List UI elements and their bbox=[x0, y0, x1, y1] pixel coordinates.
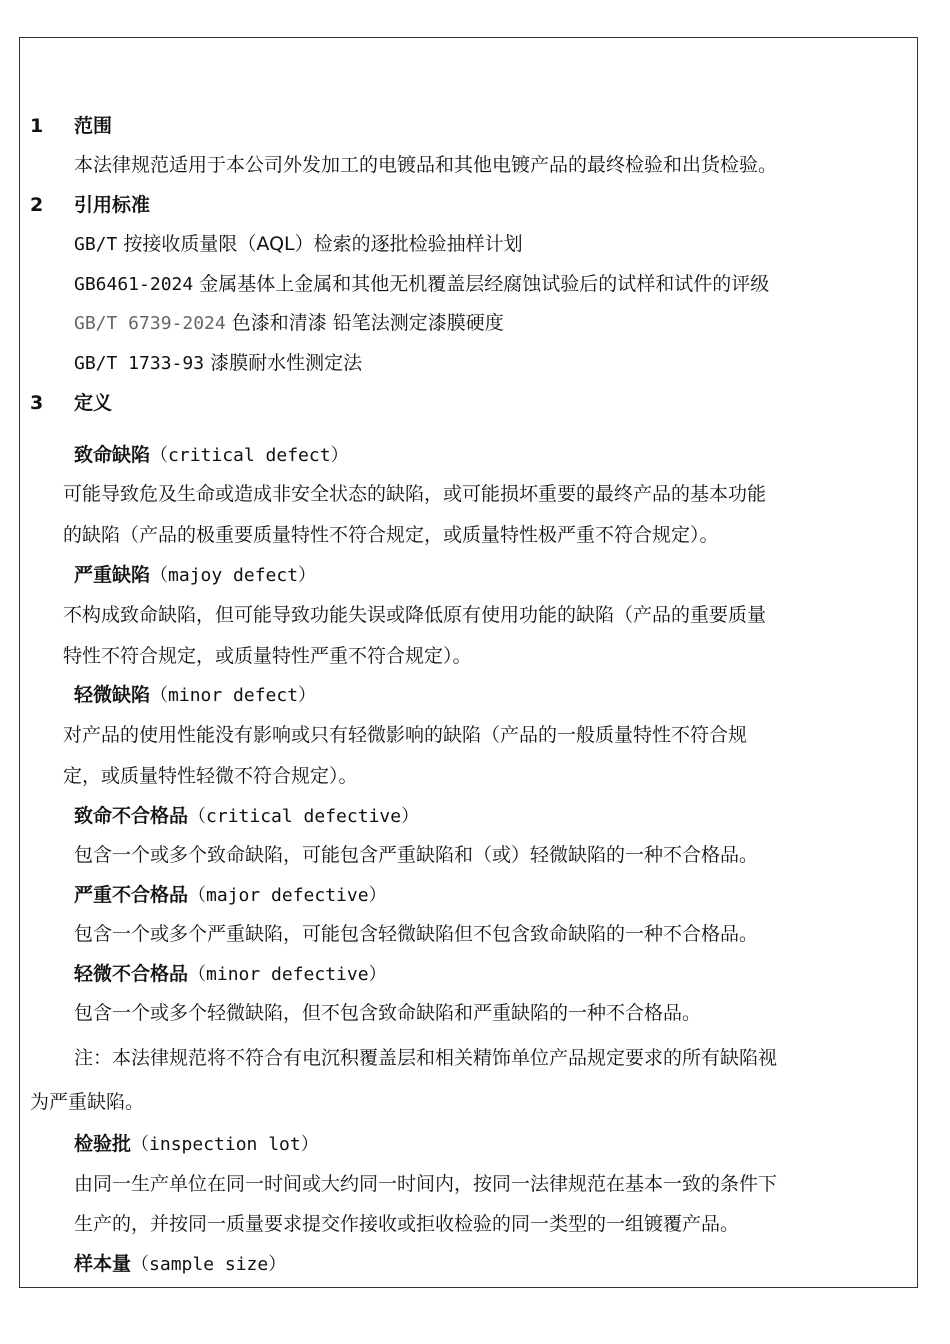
standard-title: 色漆和清漆 铅笔法测定漆膜硬度 bbox=[231, 312, 504, 334]
definition-term: 样本量 bbox=[74, 1253, 132, 1275]
definition-term-en: （major defective） bbox=[188, 885, 387, 906]
definition-term: 致命不合格品 bbox=[74, 805, 189, 827]
definition-heading bbox=[74, 563, 316, 588]
definition-term-en: （minor defective） bbox=[188, 964, 387, 985]
definition-term-en: （inspection lot） bbox=[131, 1134, 319, 1155]
definition-text: 生产的，并按同一质量要求提交作接收或拒收检验的同一类型的一组镀覆产品。 bbox=[74, 1213, 740, 1235]
definition-heading bbox=[74, 883, 387, 908]
definition-heading bbox=[74, 443, 349, 468]
standard-item bbox=[74, 351, 362, 376]
definition-text: 可能导致危及生命或造成非安全状态的缺陷，或可能损坏重要的最终产品的基本功能 bbox=[63, 483, 767, 505]
section-number: 2 bbox=[30, 194, 44, 216]
definition-text: 对产品的使用性能没有影响或只有轻微影响的缺陷（产品的一般质量特性不符合规 bbox=[63, 724, 748, 746]
definition-term-en: （critical defective） bbox=[188, 806, 420, 827]
standard-code: GB/T 6739-2024 bbox=[74, 313, 226, 334]
definition-text: 由同一生产单位在同一时间或大约同一时间内，按同一法律规范在基本一致的条件下 bbox=[74, 1173, 778, 1195]
section-number: 1 bbox=[30, 115, 44, 137]
definition-term: 轻微缺陷 bbox=[74, 684, 151, 706]
section-number: 3 bbox=[30, 392, 44, 414]
definition-heading bbox=[74, 804, 419, 829]
definition-heading bbox=[74, 1132, 319, 1157]
definition-term-en: （critical defect） bbox=[150, 445, 349, 466]
definition-text: 包含一个或多个轻微缺陷，但不包含致命缺陷和严重缺陷的一种不合格品。 bbox=[74, 1002, 702, 1024]
definition-text: 的缺陷（产品的极重要质量特性不符合规定，或质量特性极严重不符合规定）。 bbox=[63, 524, 719, 546]
definition-text: 定，或质量特性轻微不符合规定）。 bbox=[63, 765, 358, 787]
definition-text: 包含一个或多个致命缺陷，可能包含严重缺陷和（或）轻微缺陷的一种不合格品。 bbox=[74, 844, 759, 866]
definition-term: 致命缺陷 bbox=[74, 444, 151, 466]
definition-term: 严重缺陷 bbox=[74, 564, 151, 586]
definition-heading bbox=[74, 1252, 286, 1277]
definition-term: 严重不合格品 bbox=[74, 884, 189, 906]
scope-text: 本法律规范适用于本公司外发加工的电镀品和其他电镀产品的最终检验和出货检验。 bbox=[74, 154, 778, 176]
standard-item bbox=[74, 311, 504, 336]
section-title: 范围 bbox=[74, 115, 113, 137]
standard-code: GB/T 1733-93 bbox=[74, 353, 205, 374]
definition-term: 检验批 bbox=[74, 1133, 132, 1155]
standard-title: 金属基体上金属和其他无机覆盖层经腐蚀试验后的试样和试件的评级 bbox=[199, 273, 770, 295]
definition-heading bbox=[74, 962, 387, 987]
definition-term-en: （majoy defect） bbox=[150, 565, 317, 586]
standard-title: 按接收质量限（AQL）检索的逐批检验抽样计划 bbox=[123, 233, 523, 255]
definition-text: 特性不符合规定，或质量特性严重不符合规定）。 bbox=[63, 645, 472, 667]
standard-title: 漆膜耐水性测定法 bbox=[210, 352, 363, 374]
definition-text: 不构成致命缺陷，但可能导致功能失误或降低原有使用功能的缺陷（产品的重要质量 bbox=[63, 604, 767, 626]
section-title: 引用标准 bbox=[74, 194, 151, 216]
definition-term: 轻微不合格品 bbox=[74, 963, 189, 985]
note-text: 注：本法律规范将不符合有电沉积覆盖层和相关精饰单位产品规定要求的所有缺陷视 bbox=[74, 1047, 778, 1069]
note-text: 为严重缺陷。 bbox=[30, 1091, 145, 1113]
definition-heading bbox=[74, 683, 316, 708]
section-title: 定义 bbox=[74, 392, 113, 414]
standard-item bbox=[74, 272, 769, 297]
definition-text: 包含一个或多个严重缺陷，可能包含轻微缺陷但不包含致命缺陷的一种不合格品。 bbox=[74, 923, 759, 945]
standard-code: GB/T bbox=[74, 234, 118, 255]
standard-item bbox=[74, 232, 523, 257]
definition-term-en: （minor defect） bbox=[150, 685, 317, 706]
definition-term-en: （sample size） bbox=[131, 1254, 287, 1275]
standard-code: GB6461-2024 bbox=[74, 274, 194, 295]
